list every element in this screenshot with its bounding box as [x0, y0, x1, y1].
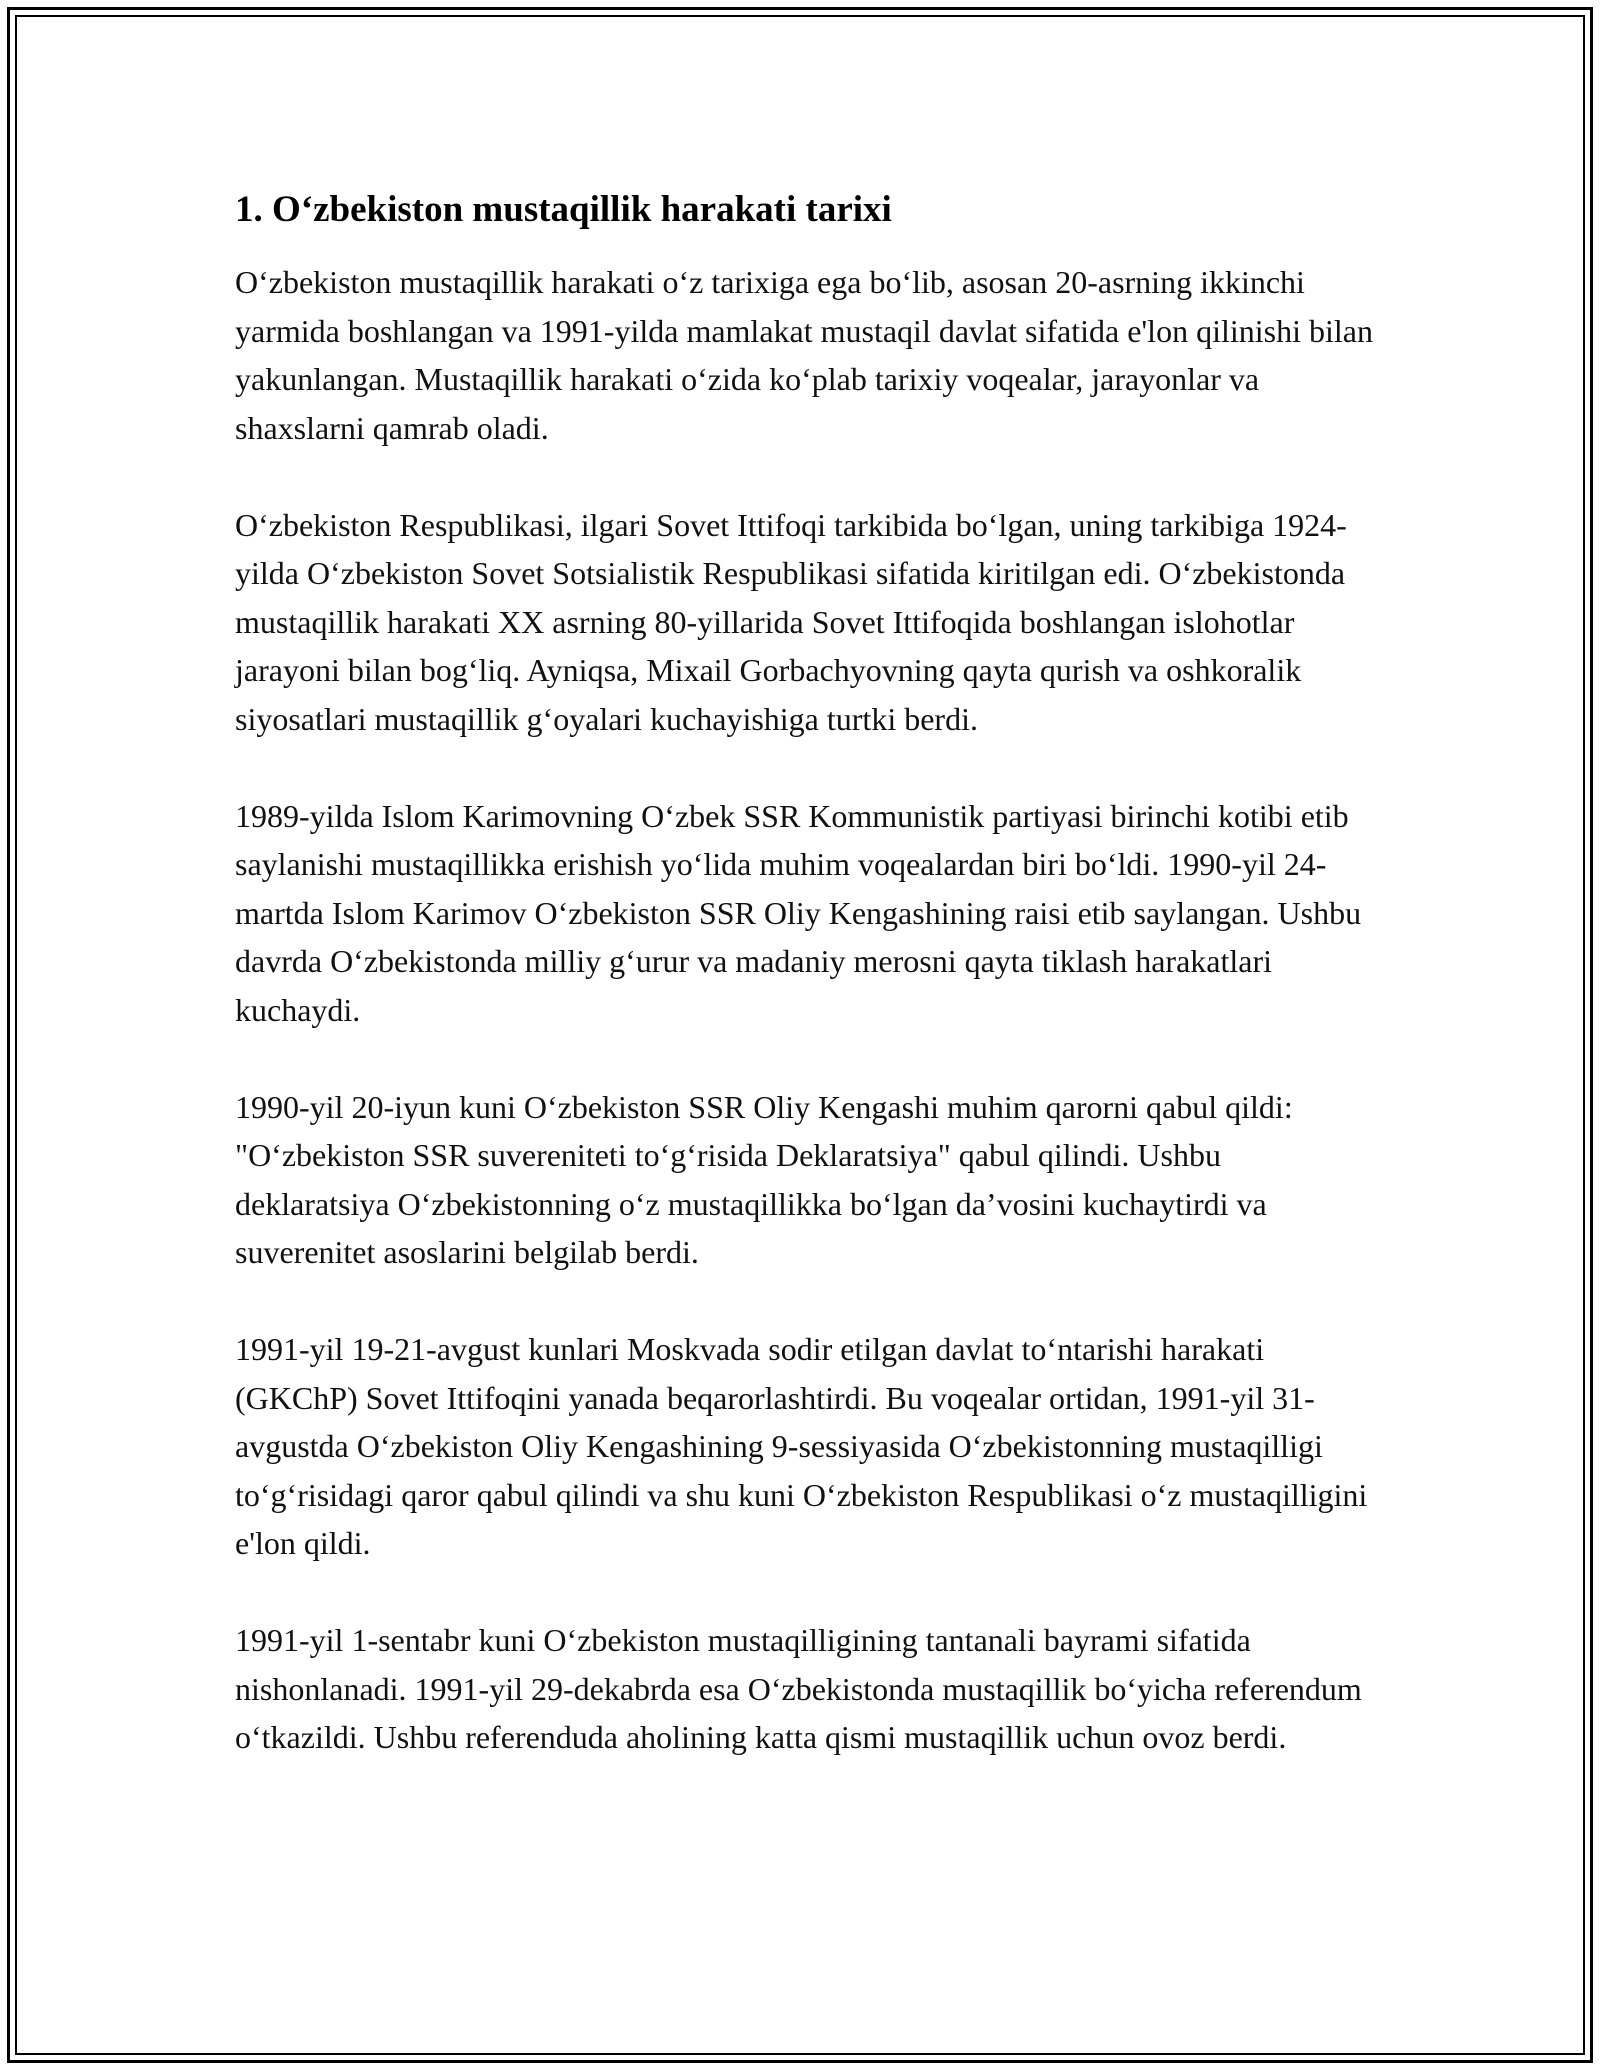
- paragraph-2: O‘zbekiston Respublikasi, ilgari Sovet Ittifoqi tarkibida bo‘lgan, uning tarkibiga 1924-yilda O‘zbekiston Sovet Sotsialistik Respublikasi sifatida kiritilgan edi. O‘zbekistonda mustaqillik harakati XX asrning 80-yillarida Sovet Ittifoqida boshlangan islohotlar jarayoni bilan bog‘liq. Ayniqsa, Mixail Gorbachyovning qayta qurish va oshkoralik siyosatlari mustaqillik g‘oyalari kuchayishiga turtki berdi.: [235, 506, 1347, 737]
- paragraph-6: 1991-yil 1-sentabr kuni O‘zbekiston mustaqilligining tantanali bayrami sifatida nishonlanadi. 1991-yil 29-dekabrda esa O‘zbekistonda mustaqillik bo‘yicha referendum o‘tkazildi. Ushbu referenduda aholining katta qismi mustaqillik uchun ovoz berdi.: [235, 1622, 1362, 1755]
- paragraph-4: 1990-yil 20-iyun kuni O‘zbekiston SSR Oliy Kengashi muhim qarorni qabul qildi: "O‘zbekiston SSR suvereniteti to‘g‘risida Deklaratsiya" qabul qilindi. Ushbu deklaratsiya O‘zbekistonning o‘z mustaqillikka bo‘lgan da’vosini kuchaytirdi va suverenitet asoslarini belgilab berdi.: [235, 1088, 1293, 1270]
- paragraph-1: O‘zbekiston mustaqillik harakati o‘z tarixiga ega bo‘lib, asosan 20-asrning ikkinchi yarmida boshlangan va 1991-yilda mamlakat mustaqil davlat sifatida e'lon qilinishi bilan yakunlangan. Mustaqillik harakati o‘zida ko‘plab tarixiy voqealar, jarayonlar va shaxslarni qamrab oladi.: [235, 264, 1373, 446]
- paragraph-5: 1991-yil 19-21-avgust kunlari Moskvada sodir etilgan davlat to‘ntarishi harakati (GKChP) Sovet Ittifoqini yanada beqarorlashtirdi. Bu voqealar ortidan, 1991-yil 31-avgustda O‘zbekiston Oliy Kengashining 9-sessiyasida O‘zbekistonning mustaqilligi to‘g‘risidagi qaror qabul qilindi va shu kuni O‘zbekiston Respublikasi o‘z mustaqilligini e'lon qildi.: [235, 1331, 1368, 1561]
- document-body: [235, 186, 1375, 1810]
- section-heading: 1. O‘zbekiston mustaqillik harakati tarixi: [235, 189, 892, 230]
- paragraph-3: 1989-yilda Islom Karimovning O‘zbek SSR Kommunistik partiyasi birinchi kotibi etib saylanishi mustaqillikka erishish yo‘lida muhim voqealardan biri bo‘ldi. 1990-yil 24-martda Islom Karimov O‘zbekiston SSR Oliy Kengashining raisi etib saylangan. Ushbu davrda O‘zbekistonda milliy g‘urur va madaniy merosni qayta tiklash harakatlari kuchaydi.: [235, 797, 1362, 1028]
